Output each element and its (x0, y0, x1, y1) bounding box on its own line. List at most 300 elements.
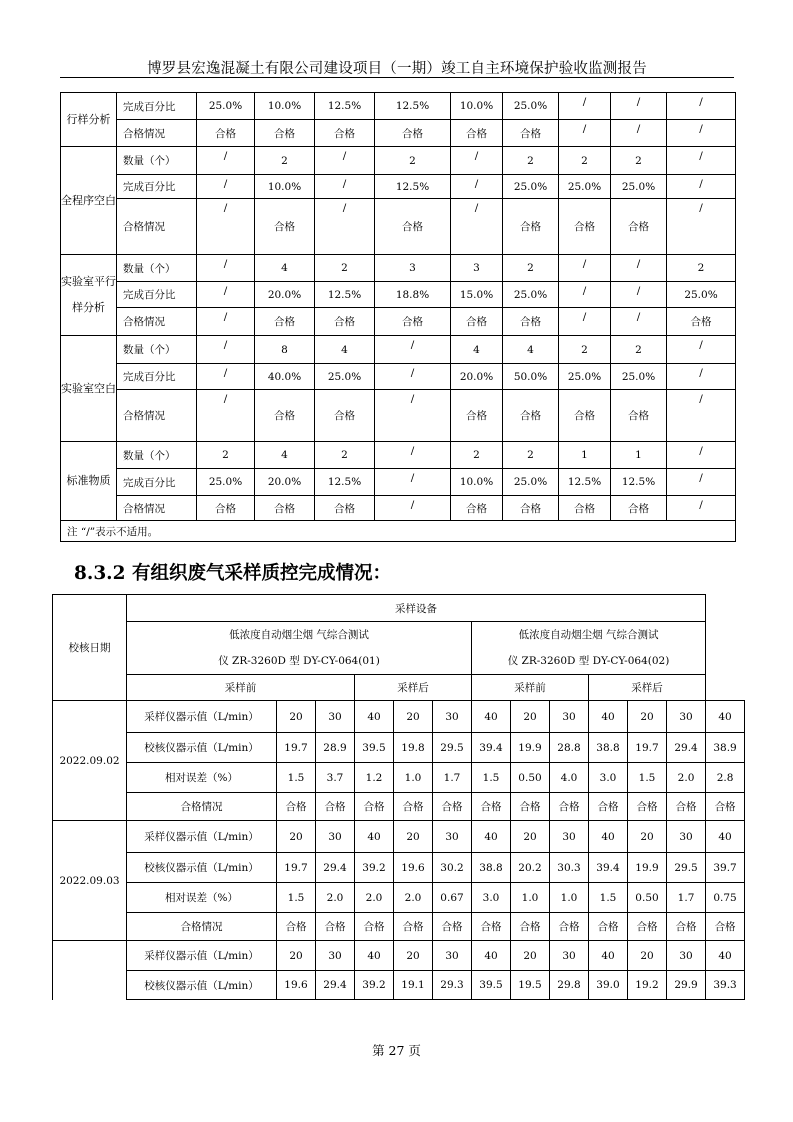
table-cell: 40 (355, 701, 394, 733)
table-cell: 40.0% (255, 364, 315, 390)
table-cell: 2 (451, 442, 503, 469)
table-cell: 合格 (197, 496, 255, 521)
table-cell: 20 (277, 941, 316, 971)
table-cell: / (559, 282, 611, 308)
row-label: 合格情况 (117, 308, 197, 336)
table-cell: 2 (503, 255, 559, 282)
table-cell: 合格 (628, 793, 667, 821)
table-cell: 19.2 (628, 971, 667, 1000)
table-cell: 合格 (394, 793, 433, 821)
table-cell: 1.5 (277, 763, 316, 793)
table-cell: 合格 (503, 496, 559, 521)
table-cell: 合格 (503, 120, 559, 147)
table-cell: / (611, 282, 667, 308)
table-cell: / (667, 199, 736, 255)
table-cell: 12.5% (315, 282, 375, 308)
date-cell: 2022.09.02 (53, 701, 127, 821)
equipment-header: 采样设备 (127, 595, 706, 622)
table-cell: 39.7 (706, 853, 745, 883)
table-cell: 1.0 (550, 883, 589, 913)
table-cell: 29.4 (667, 733, 706, 763)
table-cell: 1.5 (277, 883, 316, 913)
table-cell: 4 (451, 336, 503, 364)
row-label: 合格情况 (127, 913, 277, 941)
table-cell: 合格 (355, 913, 394, 941)
row-label: 完成百分比 (117, 469, 197, 496)
table-cell: 30 (667, 701, 706, 733)
table-cell: 合格 (667, 793, 706, 821)
table-cell: 12.5% (559, 469, 611, 496)
row-label: 校核仪器示值（L/min） (127, 971, 277, 1000)
table-row (53, 913, 745, 941)
table-row (61, 255, 736, 282)
table-cell: 1.0 (394, 763, 433, 793)
table-cell: 19.6 (394, 853, 433, 883)
table-cell: 合格 (394, 913, 433, 941)
table-cell: 合格 (589, 913, 628, 941)
category-cell: 行样分析 (61, 93, 117, 147)
table-cell: 合格 (375, 120, 451, 147)
table-cell: 合格 (472, 913, 511, 941)
table-cell: 合格 (550, 913, 589, 941)
table-cell: 30 (316, 821, 355, 853)
table-cell: 25.0% (503, 282, 559, 308)
table-cell: 20 (394, 701, 433, 733)
table-cell: 20 (511, 821, 550, 853)
table-cell: 2.0 (667, 763, 706, 793)
category-cell: 实验室空白 (61, 336, 117, 442)
row-label: 完成百分比 (117, 93, 197, 120)
table-cell: 39.5 (472, 971, 511, 1000)
table-cell: 合格 (451, 120, 503, 147)
row-label: 数量（个） (117, 336, 197, 364)
table-cell: 合格 (706, 913, 745, 941)
table-cell: 25.0% (667, 282, 736, 308)
table-cell: 25.0% (197, 93, 255, 120)
row-label: 完成百分比 (117, 364, 197, 390)
table-cell: / (315, 199, 375, 255)
table-cell: / (559, 255, 611, 282)
table-cell: / (667, 390, 736, 442)
table-cell: / (611, 120, 667, 147)
table-cell: 38.8 (589, 733, 628, 763)
row-label: 合格情况 (117, 390, 197, 442)
header-divider (60, 77, 734, 78)
table-cell: 合格 (559, 390, 611, 442)
row-label: 相对误差（%） (127, 883, 277, 913)
table-cell: 18.8% (375, 282, 451, 308)
table-cell: / (667, 175, 736, 199)
table-cell: 19.9 (511, 733, 550, 763)
device-1-before: 采样前 (127, 675, 355, 701)
table-cell: / (611, 255, 667, 282)
device-1-line1: 低浓度自动烟尘烟 气综合测试 (229, 629, 369, 641)
table-cell: 40 (472, 821, 511, 853)
table-cell: 30.3 (550, 853, 589, 883)
table-row (61, 93, 736, 120)
table-cell: 2 (559, 336, 611, 364)
table-cell: / (559, 120, 611, 147)
table-cell: 25.0% (559, 175, 611, 199)
table-row (61, 496, 736, 521)
table-cell: 25.0% (559, 364, 611, 390)
table-cell: 3.0 (589, 763, 628, 793)
table-cell: 30 (550, 941, 589, 971)
table-cell: 30 (433, 701, 472, 733)
table-row (53, 941, 745, 971)
table-cell: 19.7 (277, 733, 316, 763)
table-cell: / (197, 199, 255, 255)
table-cell: / (667, 442, 736, 469)
table-cell: 2.0 (316, 883, 355, 913)
row-label: 校核仪器示值（L/min） (127, 853, 277, 883)
table-cell: 39.5 (355, 733, 394, 763)
category-cell: 全程序空白 (61, 147, 117, 255)
row-label: 校核仪器示值（L/min） (127, 733, 277, 763)
table-cell: 合格 (355, 793, 394, 821)
table-cell: / (375, 442, 451, 469)
table-cell: 10.0% (451, 469, 503, 496)
category-cell: 实验室平行样分析 (61, 255, 117, 336)
table-cell: 合格 (628, 913, 667, 941)
table-cell: 38.8 (472, 853, 511, 883)
table-cell: 2 (667, 255, 736, 282)
table-cell: 4 (503, 336, 559, 364)
table-cell: 30 (667, 941, 706, 971)
table-cell: 29.4 (316, 853, 355, 883)
row-label: 采样仪器示值（L/min） (127, 941, 277, 971)
table-cell: / (197, 282, 255, 308)
table-row (61, 390, 736, 442)
device-2-after: 采样后 (589, 675, 706, 701)
device-2-line2: 仪 ZR-3260D 型 DY-CY-064(02) (507, 655, 670, 667)
table-cell: / (667, 496, 736, 521)
category-cell: 标准物质 (61, 442, 117, 521)
table-cell: 合格 (255, 199, 315, 255)
table-cell: 2.0 (394, 883, 433, 913)
table-cell: / (667, 469, 736, 496)
table-cell: 3 (375, 255, 451, 282)
row-label: 合格情况 (117, 496, 197, 521)
table-cell: / (667, 364, 736, 390)
row-label: 完成百分比 (117, 282, 197, 308)
table-cell: 20 (394, 941, 433, 971)
table-cell: 39.2 (355, 971, 394, 1000)
table-cell: 4 (255, 442, 315, 469)
table-row (61, 199, 736, 255)
table-cell: 4 (255, 255, 315, 282)
table-cell: 39.3 (706, 971, 745, 1000)
table-cell: / (611, 308, 667, 336)
table-cell: 2 (255, 147, 315, 175)
table-cell: / (559, 93, 611, 120)
table-row (53, 853, 745, 883)
device-1-line2: 仪 ZR-3260D 型 DY-CY-064(01) (218, 655, 380, 667)
table-cell: 20.0% (255, 469, 315, 496)
table-cell: 40 (355, 821, 394, 853)
row-label: 数量（个） (117, 147, 197, 175)
table-cell: 合格 (589, 793, 628, 821)
table-cell: 25.0% (315, 364, 375, 390)
table-cell: 15.0% (451, 282, 503, 308)
table-cell: 29.5 (433, 733, 472, 763)
table-cell: 1 (559, 442, 611, 469)
section-title: 8.3.2 有组织废气采样质控完成情况： (74, 563, 391, 584)
table-cell: 25.0% (611, 364, 667, 390)
table-cell: 2 (315, 442, 375, 469)
table-cell: 38.9 (706, 733, 745, 763)
device-1-after: 采样后 (355, 675, 472, 701)
table-row (61, 308, 736, 336)
date-cell: 2022.09.03 (53, 821, 127, 941)
table-cell: / (315, 175, 375, 199)
table-cell: 12.5% (611, 469, 667, 496)
table-cell: 20 (628, 821, 667, 853)
table-cell: / (315, 147, 375, 175)
table-cell: / (451, 175, 503, 199)
table-cell: 12.5% (315, 93, 375, 120)
table-cell: 50.0% (503, 364, 559, 390)
table-cell: 20 (277, 821, 316, 853)
table-cell: / (375, 390, 451, 442)
table-row (61, 147, 736, 175)
table-cell: 40 (589, 821, 628, 853)
table-cell: 20 (628, 701, 667, 733)
table-cell: / (197, 308, 255, 336)
table-row (61, 120, 736, 147)
table-cell: 合格 (451, 496, 503, 521)
table-cell: 3.0 (472, 883, 511, 913)
table-cell: 30 (316, 941, 355, 971)
table-row (53, 793, 745, 821)
row-label: 完成百分比 (117, 175, 197, 199)
table-cell: 30 (667, 821, 706, 853)
table-cell: 1.5 (628, 763, 667, 793)
table-cell: / (667, 93, 736, 120)
table-row (53, 883, 745, 913)
table-cell: 29.3 (433, 971, 472, 1000)
table-cell: 4.0 (550, 763, 589, 793)
device-2-before: 采样前 (472, 675, 589, 701)
table-cell: 0.75 (706, 883, 745, 913)
table-row (53, 971, 745, 1000)
table-cell: 12.5% (375, 93, 451, 120)
table-cell: 4 (315, 336, 375, 364)
row-label: 数量（个） (117, 442, 197, 469)
table-cell: / (451, 199, 503, 255)
device-2 (472, 622, 706, 675)
table-cell: 10.0% (255, 175, 315, 199)
table-cell: 合格 (315, 496, 375, 521)
table-cell: 19.8 (394, 733, 433, 763)
table-cell: 合格 (503, 308, 559, 336)
table-cell: 1.7 (667, 883, 706, 913)
table-cell: / (667, 336, 736, 364)
table-cell: 25.0% (197, 469, 255, 496)
table-cell: / (197, 175, 255, 199)
date-header: 校核日期 (53, 595, 127, 701)
table-cell: 合格 (197, 120, 255, 147)
table-cell: 合格 (375, 199, 451, 255)
table-row (61, 175, 736, 199)
table-cell: 29.4 (316, 971, 355, 1000)
table-cell: 合格 (316, 793, 355, 821)
table-cell: 25.0% (611, 175, 667, 199)
table-cell: / (375, 469, 451, 496)
device-1 (127, 622, 472, 675)
table-cell: 0.50 (511, 763, 550, 793)
table-cell: / (559, 308, 611, 336)
table-cell: 1.5 (589, 883, 628, 913)
table-cell: 1.2 (355, 763, 394, 793)
table-cell: 29.8 (550, 971, 589, 1000)
table-row (61, 442, 736, 469)
row-label: 合格情况 (117, 120, 197, 147)
table-cell: 2 (375, 147, 451, 175)
table-cell: 30 (433, 941, 472, 971)
table-cell: 合格 (277, 913, 316, 941)
row-label: 合格情况 (117, 199, 197, 255)
quality-control-table (60, 92, 736, 542)
table-cell: 合格 (559, 199, 611, 255)
table-cell: 28.9 (316, 733, 355, 763)
table-cell: 30 (316, 701, 355, 733)
date-cell (53, 941, 127, 1000)
table-cell: 合格 (277, 793, 316, 821)
table-cell: 合格 (255, 496, 315, 521)
table-cell: 合格 (611, 390, 667, 442)
table-cell: 合格 (550, 793, 589, 821)
table-cell: 合格 (451, 390, 503, 442)
table-cell: 39.0 (589, 971, 628, 1000)
table-cell: 40 (706, 821, 745, 853)
row-label: 合格情况 (127, 793, 277, 821)
table-row (53, 701, 745, 733)
table-cell: 合格 (375, 308, 451, 336)
table-cell: 合格 (503, 390, 559, 442)
table-cell: / (197, 336, 255, 364)
table-cell: 20 (511, 701, 550, 733)
table-row (53, 733, 745, 763)
table-cell: 19.9 (628, 853, 667, 883)
table-cell: 39.4 (472, 733, 511, 763)
row-label: 数量（个） (117, 255, 197, 282)
table-cell: 1.0 (511, 883, 550, 913)
table-cell: 2.8 (706, 763, 745, 793)
table-cell: 40 (355, 941, 394, 971)
table-row (61, 282, 736, 308)
table-cell: 29.5 (667, 853, 706, 883)
table-cell: / (197, 255, 255, 282)
table-cell: 39.2 (355, 853, 394, 883)
sampling-calibration-table (52, 594, 745, 1000)
table-cell: 合格 (511, 913, 550, 941)
table-cell: 合格 (255, 308, 315, 336)
row-label: 采样仪器示值（L/min） (127, 701, 277, 733)
table-cell: / (667, 120, 736, 147)
table-cell: / (197, 147, 255, 175)
table-cell: 0.50 (628, 883, 667, 913)
table-cell: 28.8 (550, 733, 589, 763)
table-cell: 20.0% (451, 364, 503, 390)
table-cell: 20 (628, 941, 667, 971)
table-cell: / (375, 364, 451, 390)
table-cell: / (375, 336, 451, 364)
table-cell: 0.67 (433, 883, 472, 913)
table-cell: 合格 (316, 913, 355, 941)
table-row (53, 821, 745, 853)
table-row (61, 469, 736, 496)
table-cell: 20 (511, 941, 550, 971)
table-cell: 2 (559, 147, 611, 175)
table-cell: 合格 (611, 199, 667, 255)
table-cell: 合格 (667, 913, 706, 941)
table-row (53, 763, 745, 793)
table-cell: 40 (706, 701, 745, 733)
table-cell: 合格 (503, 199, 559, 255)
table-cell: 合格 (315, 390, 375, 442)
table-cell: 合格 (611, 496, 667, 521)
table-cell: 29.9 (667, 971, 706, 1000)
table-cell: 合格 (255, 120, 315, 147)
table-cell: 合格 (255, 390, 315, 442)
table-cell: 30.2 (433, 853, 472, 883)
table-cell: 2 (611, 147, 667, 175)
table-cell: 1 (611, 442, 667, 469)
table-cell: 20.2 (511, 853, 550, 883)
table-cell: 12.5% (315, 469, 375, 496)
table-cell: 2 (315, 255, 375, 282)
table-cell: 合格 (433, 793, 472, 821)
table-cell: 19.7 (628, 733, 667, 763)
table-cell: 3.7 (316, 763, 355, 793)
table-cell: / (197, 390, 255, 442)
table-cell: 40 (706, 941, 745, 971)
table-cell: 2 (503, 442, 559, 469)
table-cell: 10.0% (451, 93, 503, 120)
table-cell: / (451, 147, 503, 175)
table-cell: 19.7 (277, 853, 316, 883)
row-label: 相对误差（%） (127, 763, 277, 793)
table-cell: 39.4 (589, 853, 628, 883)
row-label: 采样仪器示值（L/min） (127, 821, 277, 853)
table-cell: 40 (589, 701, 628, 733)
table-cell: 25.0% (503, 469, 559, 496)
table-cell: 2.0 (355, 883, 394, 913)
page-number: 第 27 页 (372, 1043, 421, 1058)
table-cell: 合格 (667, 308, 736, 336)
table-cell: 合格 (315, 120, 375, 147)
table-cell: 40 (472, 701, 511, 733)
table-row (61, 364, 736, 390)
table-cell: 1.7 (433, 763, 472, 793)
table-cell: 1.5 (472, 763, 511, 793)
table-cell: 19.5 (511, 971, 550, 1000)
table-cell: 合格 (559, 496, 611, 521)
report-header: 博罗县宏逸混凝土有限公司建设项目（一期）竣工自主环境保护验收监测报告 (147, 61, 647, 77)
table-cell: 19.1 (394, 971, 433, 1000)
table-cell: 合格 (451, 308, 503, 336)
table-cell: 8 (255, 336, 315, 364)
table-cell: 3 (451, 255, 503, 282)
table-cell: 20 (277, 701, 316, 733)
table-cell: 30 (550, 701, 589, 733)
table-note: 注 “/”表示不适用。 (61, 521, 736, 542)
table-cell: 40 (589, 941, 628, 971)
table-cell: / (611, 93, 667, 120)
table-cell: 20 (394, 821, 433, 853)
table-cell: / (197, 364, 255, 390)
